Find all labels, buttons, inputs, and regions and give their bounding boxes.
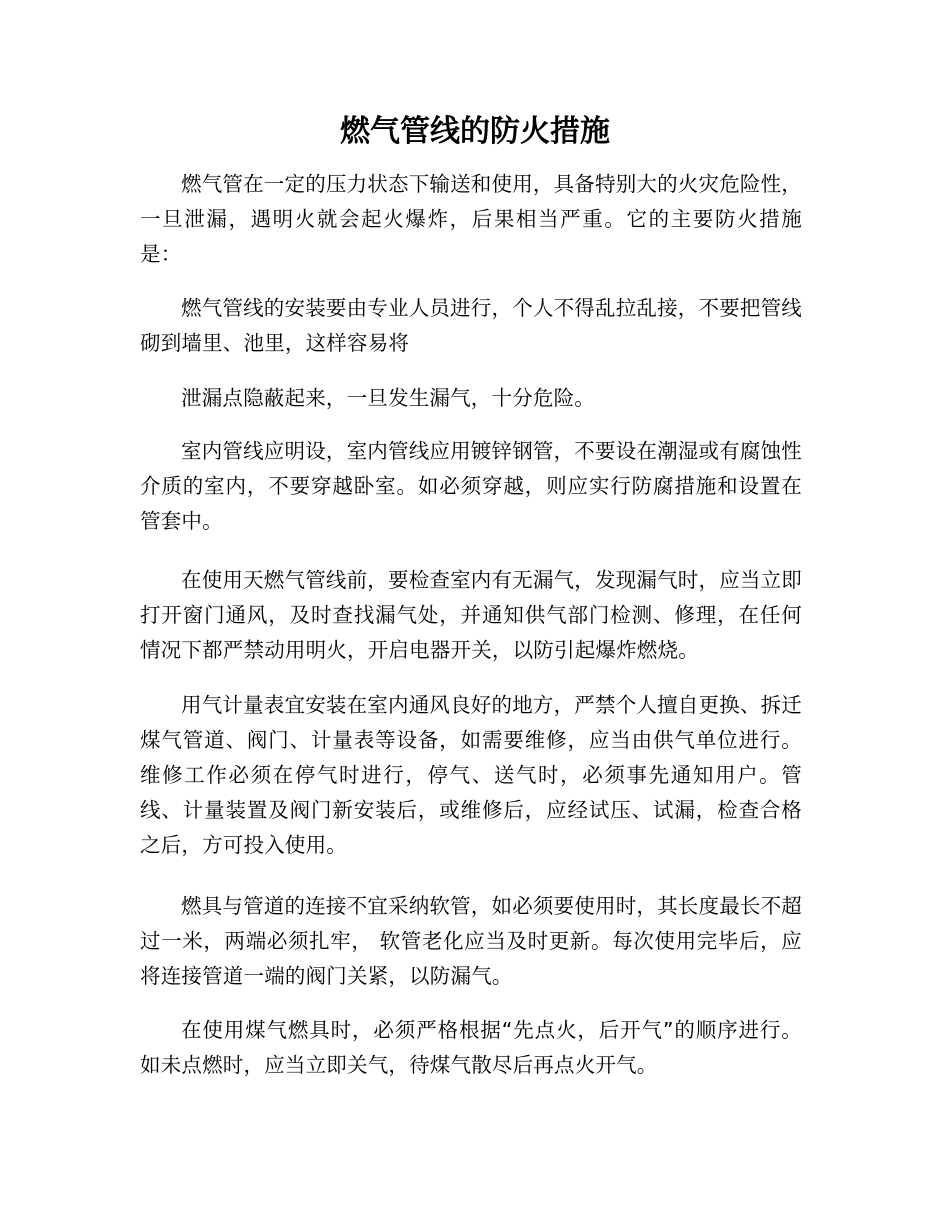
paragraph-leak-check: 在使用天燃气管线前，要检查室内有无漏气，发现漏气时，应当立即打开窗门通风，及时查找漏气处，并通知供气部门检测、修理，在任何情况下都严禁动用明火，开启电器开关，以防引起爆炸燃烧。 [140, 568, 802, 662]
paragraph-indoor-pipes: 室内管线应明设，室内管线应用镀锌钢管，不要设在潮湿或有腐蚀性介质的室内，不要穿越卧室。如必须穿越，则应实行防腐措施和设置在管套中。 [140, 439, 802, 533]
paragraph-hose: 燃具与管道的连接不宜采纳软管，如必须要使用时，其长度最长不超过一米，两端必须扎牢， 软管老化应当及时更新。每次使用完毕后，应将连接管道一端的阀门关紧，以防漏气。 [140, 894, 802, 988]
paragraph-leak-hidden: 泄漏点隐蔽起来，一旦发生漏气，十分危险。 [181, 386, 595, 410]
paragraph-ignition: 在使用煤气燃具时，必须严格根据“先点火，后开气”的顺序进行。如未点燃时，应当立即关气，待煤气散尽后再点火开气。 [140, 1018, 802, 1077]
paragraph-installation: 燃气管线的安装要由专业人员进行，个人不得乱拉乱接，不要把管线砌到墙里、池里，这样容易将 [140, 296, 802, 355]
document-title: 燃气管线的防火措施 [340, 114, 610, 149]
paragraph-meter: 用气计量表宜安装在室内通风良好的地方，严禁个人擅自更换、拆迁煤气管道、阀门、计量表等设备，如需要维修，应当由供气单位进行。维修工作必须在停气时进行，停气、送气时，必须事先通知用户。管线、计量装置及阀门新安装后，或维修后，应经试压、试漏，检查合格之后，方可投入使用。 [140, 693, 802, 857]
paragraph-intro: 燃气管在一定的压力状态下输送和使用，具备特别大的火灾危险性，一旦泄漏，遇明火就会起火爆炸，后果相当严重。它的主要防火措施是： [140, 172, 802, 266]
